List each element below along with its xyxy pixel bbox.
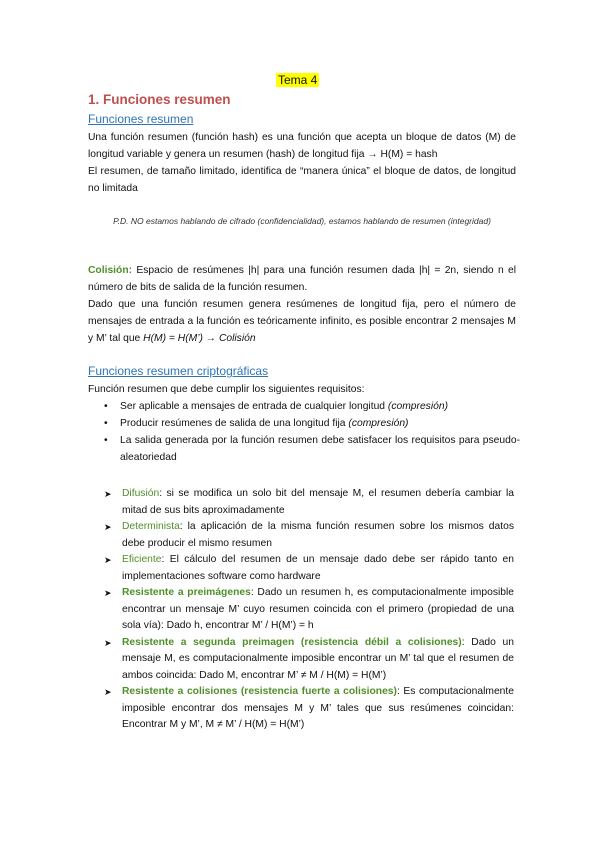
bullet-icon: • <box>104 435 108 446</box>
arrow-bullet-icon: ➤ <box>104 687 112 697</box>
property-item-segunda-preimagen: ➤ Resistente a segunda preimagen (resistencia débil a colisiones): Dado un mensaje M, es computacionalmente imposible encontrar un M’ tal que el resumen de ambos coincida: Dado M, encontrar M’ ≠ M / H(M) = H(M’) <box>104 636 514 681</box>
bullet-icon: • <box>104 401 108 412</box>
bullet-icon: • <box>104 418 108 429</box>
collision-text: Espacio de resúmenes |h| para una función resumen dada |h| = 2n, siendo n el número de bits de salida de la función resumen. <box>88 265 516 293</box>
arrow-bullet-icon: ➤ <box>104 588 112 598</box>
arrow-bullet-icon: ➤ <box>104 522 112 532</box>
collision-label: Colisión: <box>88 265 133 276</box>
definition-paragraph: Una función resumen (función hash) es una función que acepta un bloque de datos (M) de longitud variable y genera un resumen (hash) de longitud fija → H(M) = hash <box>88 132 516 160</box>
list-item: • Ser aplicable a mensajes de entrada de cualquier longitud (compresión) <box>100 398 520 415</box>
property-item-determinista: ➤ Determinista: la aplicación de la misma función resumen sobre los mismos datos debe producir el mismo resumen <box>104 521 514 549</box>
arrow-bullet-icon: ➤ <box>104 489 112 499</box>
arrow-bullet-icon: ➤ <box>104 637 112 648</box>
property-item-difusion: ➤ Difusión: si se modifica un solo bit del mensaje M, el resumen debería cambiar la mitad de sus bits aproximadamente <box>104 488 514 516</box>
property-item-colisiones: ➤ Resistente a colisiones (resistencia fuerte a colisiones): Es computacionalmente imposible encontrar dos mensajes M y M’ tales que sus resúmenes coincidan: Encontrar M y M’, M ≠ M’ / H(M) = H(M’) <box>104 686 514 730</box>
collision-text-2: Dado que una función resumen genera resúmenes de longitud fija, pero el número de mensajes de entrada a la función es teóricamente infinito, es posible encontrar 2 mensajes M y M’ tal que <box>88 299 516 344</box>
list-item: • La salida generada por la función resumen debe satisfacer los requisitos para pseudo-aleatoriedad <box>100 432 520 466</box>
collision-paragraph-2 <box>88 296 516 347</box>
properties-list <box>102 486 514 734</box>
collision-paragraph <box>88 262 516 296</box>
property-item-preimagenes: ➤ Resistente a preimágenes: Dado un resumen h, es computacionalmente imposible encontrar un mensaje M’ cuyo resumen coincida con el primero (propiedad de una sola vía): Dado h, encontrar M’ / H(M’) = h <box>104 587 514 631</box>
subsection-heading-funciones-resumen: Funciones resumen <box>88 112 194 126</box>
property-item-eficiente: ➤ Eficiente: El cálculo del resumen de un mensaje dado debe ser rápido tanto en implementaciones software como hardware <box>104 554 514 582</box>
list-item: • Producir resúmenes de salida de una longitud fija (compresión) <box>100 415 520 432</box>
note-paragraph: P.D. NO estamos hablando de cifrado (confidencialidad), estamos hablando de resumen (integridad) <box>113 216 491 226</box>
collision-formula: H(M) = H(M’) → Colisión <box>143 333 256 344</box>
requirements-list <box>100 398 520 466</box>
requirements-intro: Función resumen que debe cumplir los siguientes requisitos: <box>88 384 365 395</box>
subsection-heading-criptograficas: Funciones resumen criptográficas <box>88 364 269 378</box>
definition-paragraph-2: El resumen, de tamaño limitado, identifica de “manera única” el bloque de datos, de longitud no limitada <box>88 166 516 194</box>
topic-title: Tema 4 <box>278 73 318 87</box>
section-heading: 1. Funciones resumen <box>88 92 231 107</box>
arrow-bullet-icon: ➤ <box>104 555 112 565</box>
